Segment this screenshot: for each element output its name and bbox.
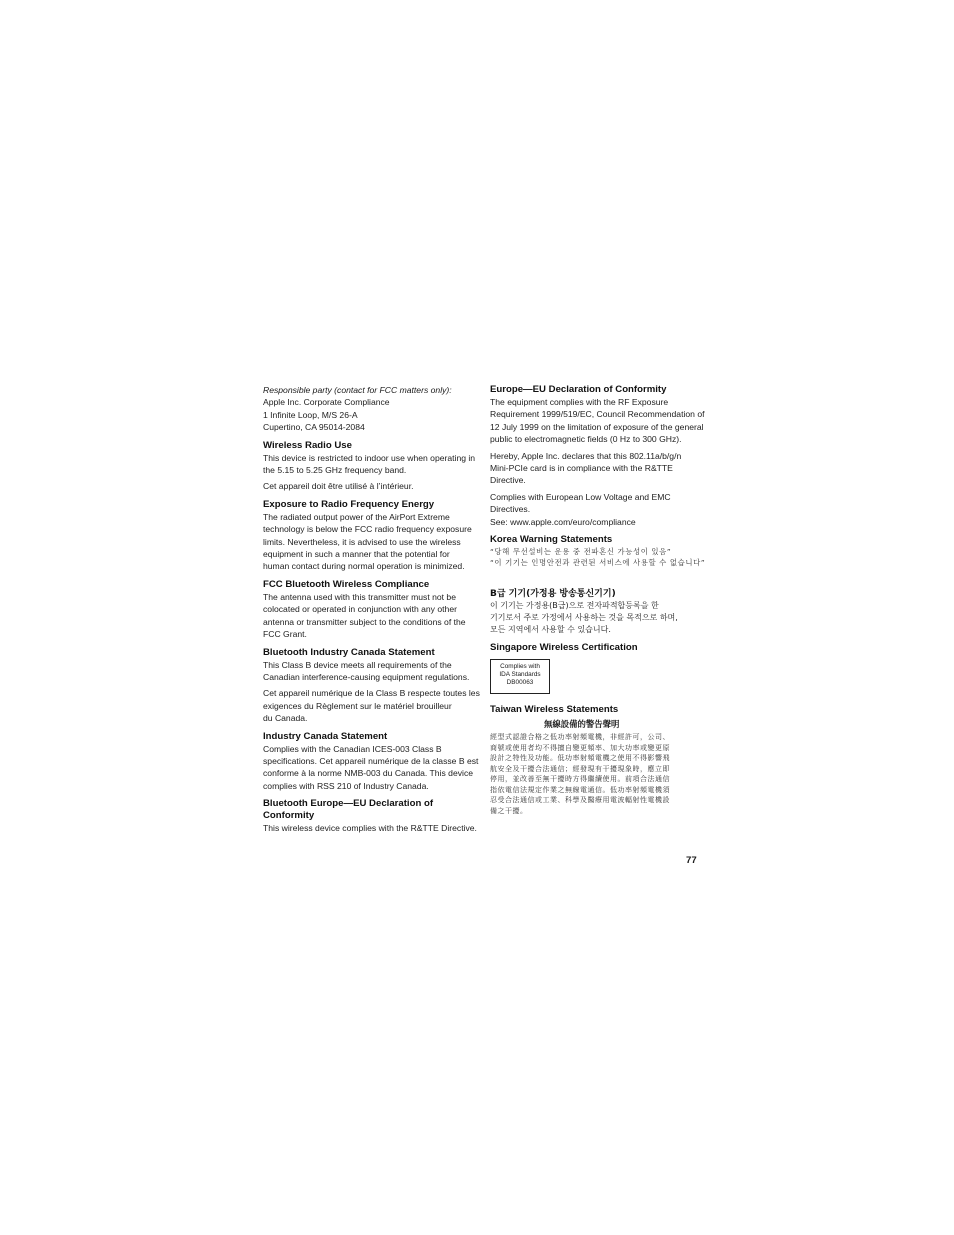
box-line: Complies with xyxy=(500,663,540,671)
body-line: The antenna used with this transmitter must not be xyxy=(263,591,456,602)
body-line: 이 기기는 가정용(B급)으로 전자파적합등록을 한 xyxy=(490,601,659,611)
body-line: “이 기기는 인명안전과 관련된 서비스에 사용할 수 없습니다” xyxy=(490,558,706,568)
body-line: The equipment complies with the RF Exposure xyxy=(490,397,669,407)
body-line: exigences du Règlement sur le matériel brouilleur xyxy=(263,700,452,711)
body-line: Requirement 1999/519/EC, Council Recommendation of xyxy=(490,409,705,420)
body-line: Directive. xyxy=(490,475,526,486)
body-line: “당해 무선설비는 운용 중 전파혼신 가능성이 있음” xyxy=(490,547,672,557)
right-column xyxy=(490,384,712,816)
body-line: 12 July 1999 on the limitation of exposure of the general xyxy=(490,421,704,432)
page-number: 77 xyxy=(686,855,697,866)
body-line: Mini-PCIe card is in compliance with the R&TTE xyxy=(490,463,673,474)
section-heading-taiwan: Taiwan Wireless Statements xyxy=(490,704,619,716)
taiwan-statement-body xyxy=(490,732,712,816)
bluetooth-europe-body xyxy=(263,822,479,834)
wireless-radio-body xyxy=(263,452,479,477)
europe-body-3 xyxy=(490,491,712,528)
body-line: Hereby, Apple Inc. declares that this 802.11a/b/g/n xyxy=(490,450,682,461)
body-line: conforme à la norme NMB-003 du Canada. This device xyxy=(263,768,474,779)
section-heading-bluetooth-canada: Bluetooth Industry Canada Statement xyxy=(263,646,435,658)
body-line: colocated or operated in conjunction with any other xyxy=(263,604,457,615)
body-line: 기기로서 주로 가정에서 사용하는 것을 목적으로 하며, xyxy=(490,613,678,623)
korea-class-b-body xyxy=(490,600,712,636)
body-line: 指依電信法規定作業之無線電通信。低功率射頻電機須 xyxy=(490,785,670,794)
section-heading-industry-canada: Industry Canada Statement xyxy=(263,730,388,742)
body-line: Complies with the Canadian ICES-003 Class B xyxy=(263,743,442,754)
body-line: Cet appareil doit être utilisé à l’intérieur. xyxy=(263,481,414,492)
korea-class-b-heading: B급 기기(가정용 방송통신기기) xyxy=(490,589,616,600)
body-line: specifications. Cet appareil numérique de la classe B est xyxy=(263,755,479,766)
body-line: The radiated output power of the AirPort Extreme xyxy=(263,511,450,522)
ida-certification-box xyxy=(490,659,550,694)
rf-exposure-body xyxy=(263,511,479,573)
europe-body-2 xyxy=(490,450,712,487)
bluetooth-canada-french xyxy=(263,687,479,724)
body-line: the 5.15 to 5.25 GHz frequency band. xyxy=(263,465,407,476)
body-line: technology is below the FCC radio frequency exposure xyxy=(263,524,472,535)
body-line: 停用，並改善至無干擾時方得繼續使用。前項合法通信 xyxy=(490,775,670,784)
section-heading-europe: Europe—EU Declaration of Conformity xyxy=(490,384,667,395)
responsible-party-label: Responsible party (contact for FCC matters only): xyxy=(263,385,452,395)
body-line: 모든 지역에서 사용할 수 있습니다. xyxy=(490,625,611,635)
section-heading-singapore: Singapore Wireless Certification xyxy=(490,642,638,654)
body-line: This device is restricted to indoor use when operating in xyxy=(263,452,476,463)
body-line: FCC Grant. xyxy=(263,629,307,640)
europe-body-1 xyxy=(490,396,712,446)
body-line: Complies with European Low Voltage and EMC xyxy=(490,491,671,502)
body-line: equipment in such a manner that the potential for xyxy=(263,549,450,560)
box-line: IDA Standards xyxy=(499,671,541,679)
industry-canada-body xyxy=(263,743,479,793)
section-heading-rf-exposure: Exposure to Radio Frequency Energy xyxy=(263,498,435,510)
compliance-url: See: www.apple.com/euro/compliance xyxy=(490,516,636,527)
section-heading-wireless-radio: Wireless Radio Use xyxy=(263,439,352,451)
bluetooth-canada-body xyxy=(263,659,479,684)
address-line: 1 Infinite Loop, M/S 26-A xyxy=(263,409,358,420)
body-line: complies with RSS 210 of Industry Canada. xyxy=(263,780,429,791)
left-column xyxy=(263,384,479,839)
body-line: 經型式認證合格之低功率射頻電機，非經許可，公司、 xyxy=(490,733,670,742)
heading-line: Conformity xyxy=(263,810,315,822)
heading-line: Bluetooth Europe—EU Declaration of xyxy=(263,798,434,810)
body-line: This wireless device complies with the R&TTE Directive. xyxy=(263,823,477,834)
body-line: Canadian interference-causing equipment regulations. xyxy=(263,671,470,682)
box-line: DB00063 xyxy=(506,679,534,687)
address-line: Apple Inc. Corporate Compliance xyxy=(263,397,390,408)
body-line: limits. Nevertheless, it is advised to use the wireless xyxy=(263,536,461,547)
body-line: 設計之特性及功能。低功率射頻電機之使用不得影響飛 xyxy=(490,754,670,763)
body-line: Cet appareil numérique de la Class B respecte toutes les xyxy=(263,688,480,699)
body-line: public to electromagnetic fields (0 Hz to 300 GHz). xyxy=(490,434,682,445)
section-heading-korea: Korea Warning Statements xyxy=(490,534,613,546)
section-heading-bluetooth-europe xyxy=(263,798,479,822)
taiwan-statement-title: 無線設備的警告聲明 xyxy=(544,719,620,730)
responsible-party-block xyxy=(263,384,479,434)
body-line: 忍受合法通信或工業、科學及醫療用電波輻射性電機設 xyxy=(490,796,670,805)
address-line: Cupertino, CA 95014-2084 xyxy=(263,422,365,433)
wireless-radio-french xyxy=(263,480,479,492)
body-line: du Canada. xyxy=(263,713,308,724)
body-line: Directives. xyxy=(490,504,531,515)
korea-warning-text xyxy=(490,546,712,568)
body-line: antenna or transmitter subject to the conditions of the xyxy=(263,616,466,627)
body-line: 商號或使用者均不得擅自變更頻率、加大功率或變更原 xyxy=(490,743,670,752)
body-line: This Class B device meets all requirements of the xyxy=(263,659,452,670)
body-line: human contact during normal operation is minimized. xyxy=(263,561,465,572)
body-line: 航安全及干擾合法通信；經發現有干擾現象時，應立即 xyxy=(490,764,670,773)
body-line: 備之干擾。 xyxy=(490,806,528,815)
fcc-bluetooth-body xyxy=(263,591,479,641)
section-heading-fcc-bluetooth: FCC Bluetooth Wireless Compliance xyxy=(263,578,430,590)
